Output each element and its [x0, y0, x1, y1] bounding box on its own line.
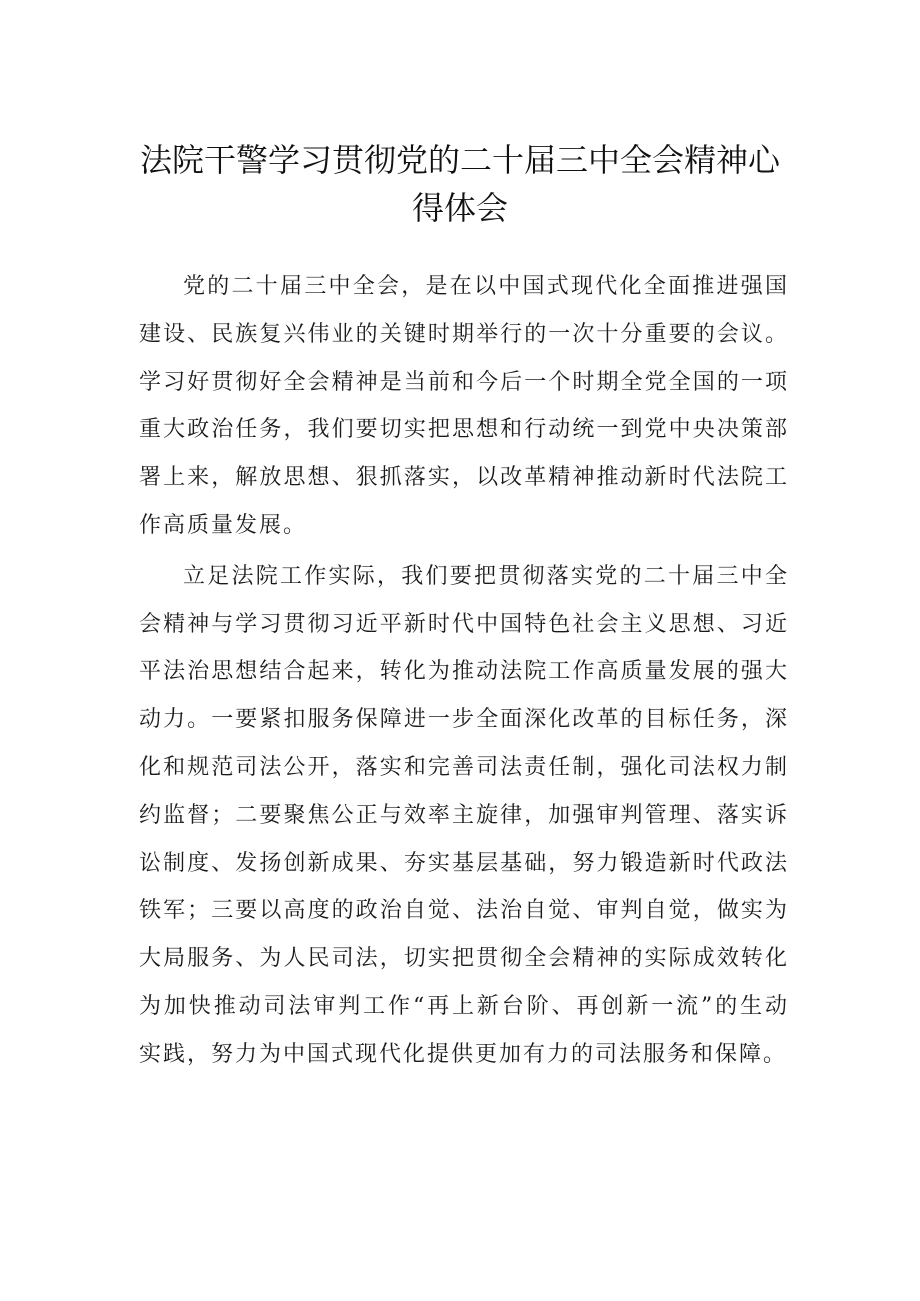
paragraph-2: 立足法院工作实际，我们要把贯彻落实党的二十届三中全会精神与学习贯彻习近平新时代中国特色社会主义思想、习近平法治思想结合起来，转化为推动法院工作高质量发展的强大动力。一要紧扣服务保障进一步全面深化改革的目标任务，深化和规范司法公开，落实和完善司法责任制，强化司法权力制约监督；二要聚焦公正与效率主旋律，加强审判管理、落实诉讼制度、发扬创新成果、夯实基层基础，努力锻造新时代政法铁军；三要以高度的政治自觉、法治自觉、审判自觉，做实为大局服务、为人民司法，切实把贯彻全会精神的实际成效转化为加快推动司法审判工作“再上新台阶、再创新一流”的生动实践，努力为中国式现代化提供更加有力的司法服务和保障。: [139, 563, 789, 1067]
document-title: 法院干警学习贯彻党的二十届三中全会精神心得体会: [139, 141, 780, 227]
document-body: [139, 263, 789, 1082]
paragraph-1: 党的二十届三中全会，是在以中国式现代化全面推进强国建设、民族复兴伟业的关键时期举行的一次十分重要的会议。学习好贯彻好全会精神是当前和今后一个时期全党全国的一项重大政治任务，我们要切实把思想和行动统一到党中央决策部署上来，解放思想、狠抓落实，以改革精神推动新时代法院工作高质量发展。: [139, 274, 789, 538]
